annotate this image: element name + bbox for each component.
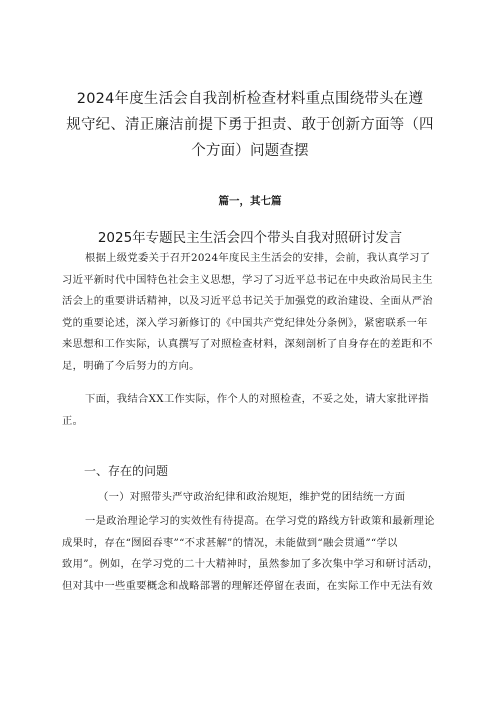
paragraph-line: 正。 (62, 414, 84, 427)
paragraph-line: 下面，我结合XX工作实际，作个人的对照检查，不妥之处，请大家批评指 (85, 393, 429, 405)
document-title (40, 86, 460, 164)
paragraph-theory-study (62, 511, 446, 597)
title-line: 规守纪、清正廉洁前提下勇于担责、敢于创新方面等（四 (66, 117, 434, 133)
paragraph-line: 一是政治理论学习的实效性有待提高。在学习党的路线方针政策和最新理论 (85, 515, 435, 527)
paragraph-line: 但对其中一些重要概念和战略部署的理解还停留在表面，在实际工作中无法有效 (62, 579, 433, 592)
paragraph-line: 足，明确了今后努力的方向。 (62, 359, 200, 372)
paragraph-line: 致用”。例如，在学习党的二十大精神时，虽然参加了多次集中学习和研讨活动， (62, 558, 439, 571)
paragraph-line: 习近平新时代中国特色社会主义思想，学习了习近平总书记在中央政治局民主生 (62, 273, 433, 286)
speech-subtitle: 2025年专题民主生活会四个带头自我对照研讨发言 (97, 230, 403, 246)
paragraph-line: 来思想和工作实际，认真撰写了对照检查材料，深刻剖析了自身存在的差距和不 (62, 338, 433, 351)
title-line: 个方面）问题查摆 (191, 143, 309, 159)
paragraph-line: 活会上的重要讲话精神，以及习近平总书记关于加强党的政治建设、全面从严治 (62, 295, 433, 308)
paragraph-line: 根据上级党委关于召开2024年度民主生活会的安排，会前，我认真学习了 (85, 252, 431, 264)
section-label: 篇一，其七篇 (218, 195, 282, 207)
heading-existing-problems: 一、存在的问题 (84, 464, 169, 478)
title-line: 2024年度生活会自我剖析检查材料重点围绕带头在遵 (76, 91, 424, 107)
paragraph-line: 成果时，存在“囫囵吞枣”“不求甚解”的情况，未能做到“融会贯通”“学以 (62, 536, 398, 549)
subheading-political-discipline: （一）对照带头严守政治纪律和政治规矩，维护党的团结统一方面 (98, 491, 406, 503)
paragraph-intro (62, 248, 446, 378)
paragraph-transition (62, 389, 446, 432)
paragraph-line: 党的重要论述，深入学习新修订的《中国共产党纪律处分条例》，紧密联系一年 (62, 316, 428, 329)
